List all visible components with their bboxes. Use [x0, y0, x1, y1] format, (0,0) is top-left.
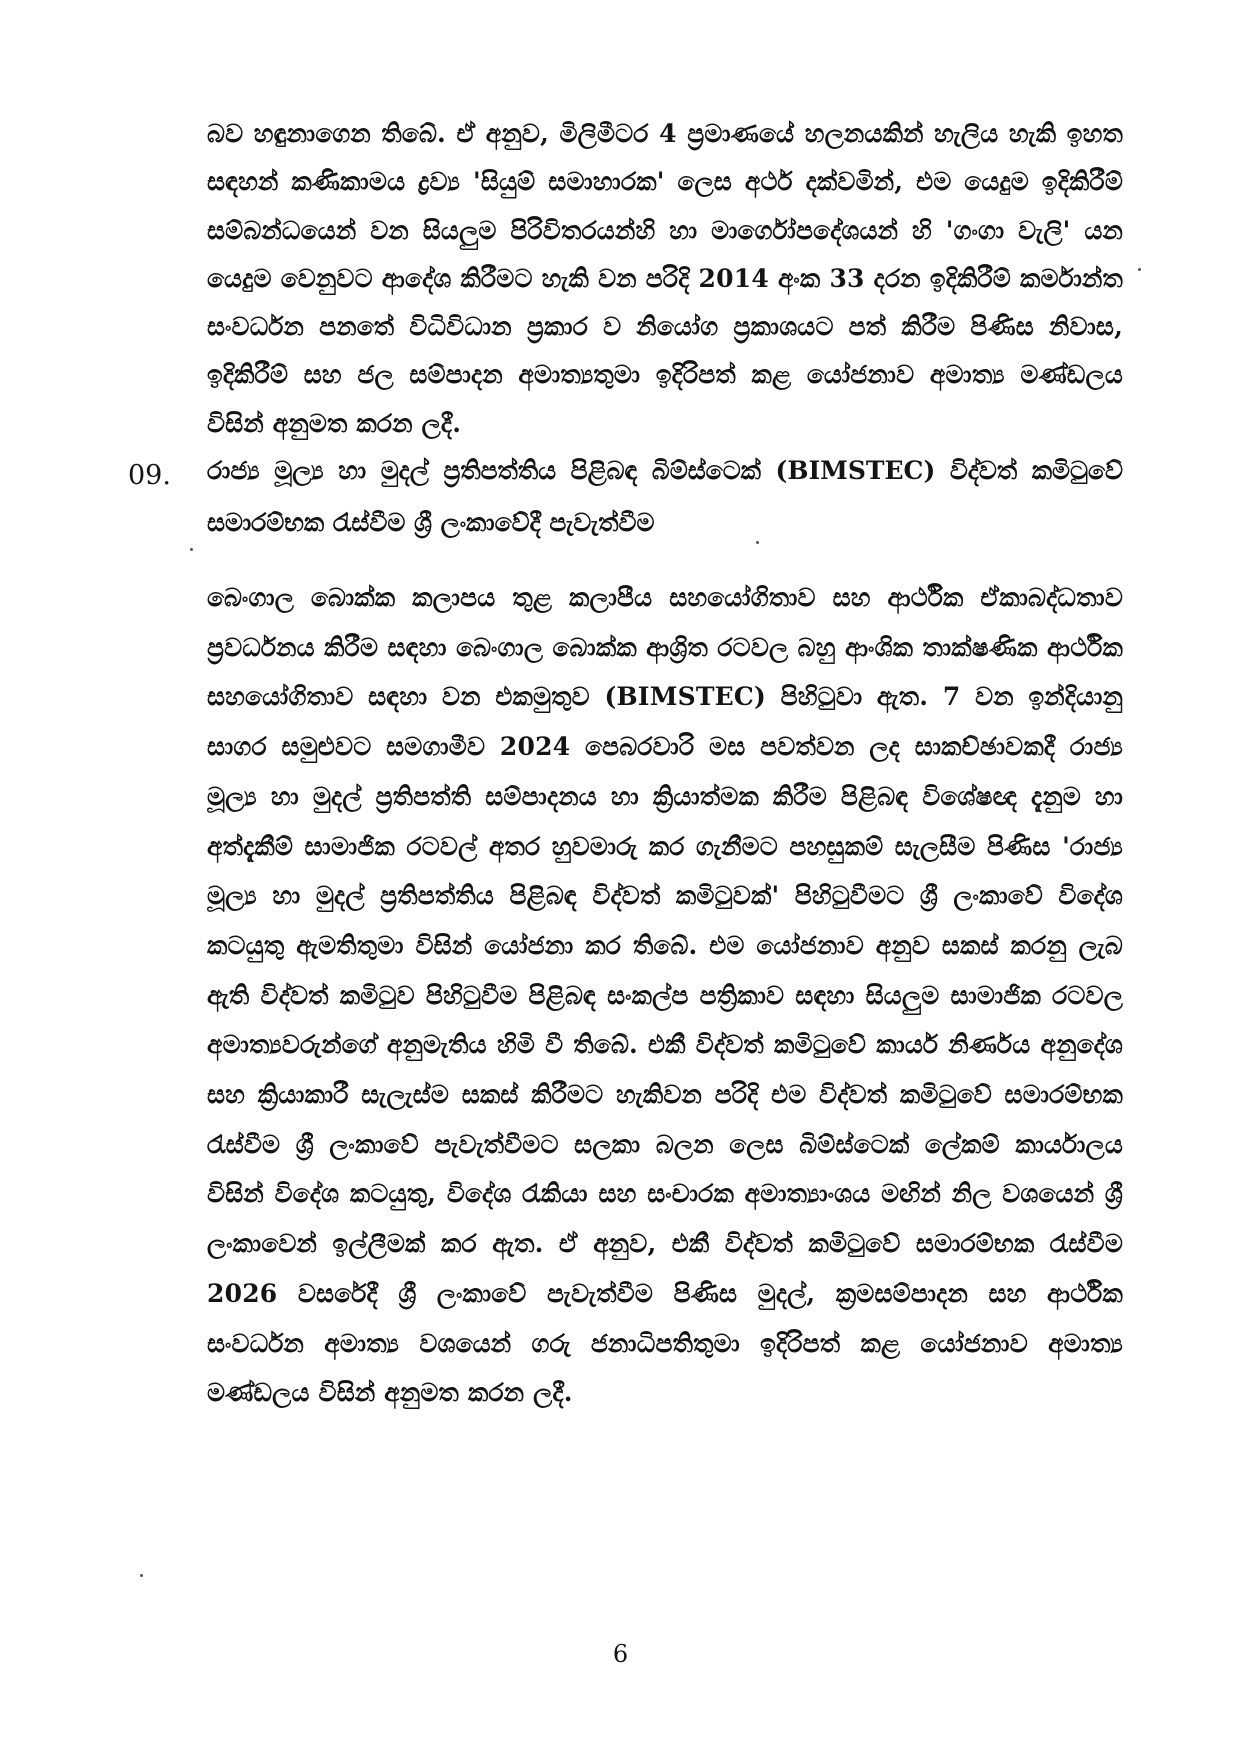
scan-speck: [190, 548, 193, 551]
scan-speck: [756, 541, 759, 544]
scan-speck: [1138, 268, 1141, 271]
section-number: 09.: [128, 460, 171, 491]
page-number: 6: [612, 1640, 629, 1668]
section-body-paragraph: බෙංගාල බොක්ක කලාපය තුළ කලාපීය සහයෝගිතාව සහ ආර්ථික ඒකාබද්ධතාව ප්‍රවර්ධනය කිරීම සඳහා බෙංගාල බොක්ක ආශ්‍රිත රටවල බහු ආංශික තාක්ෂණික ආර්ථික සහයෝගිතාව සඳහා වන එකමුතුව (BIMSTEC) පිහිටුවා ඇත. 7 වන ඉන්දියානු සාගර සමුළුවට සමගාමීව 2024 පෙබරවාරි මස පවත්වන ලද සාකච්ඡාවකදී රාජ්‍ය මූල්‍ය හා මුදල් ප්‍රතිපත්ති සම්පාදනය හා ක්‍රියාත්මක කිරීම පිළිබඳ විශේෂඥ දැනුම හා අත්දැකීම් සාමාජික රටවල් අතර හුවමාරු කර ගැනීමට පහසුකම් සැලසීම පිණිස 'රාජ්‍ය මූල්‍ය හා මුදල් ප්‍රතිපත්තිය පිළිබඳ විද්වත් කමිටුවක්' පිහිටුවීමට ශ්‍රී ලංකාවේ විදේශ කටයුතු ඇමතිතුමා විසින් යෝජනා කර තිබේ. එම යෝජනාව අනුව සකස් කරනු ලැබ ඇති විද්වත් කමිටුව පිහිටුවීම පිළිබඳ සංකල්ප පත්‍රිකාව සඳහා සියලුම සාමාජික රටවල අමාත්‍යවරුන්ගේ අනුමැතිය හිමි වී තිබේ. එකී විද්වත් කමිටුවේ කාර්ය නිර්ණය අනුදේශ සහ ක්‍රියාකාරී සැලැස්ම සකස් කිරීමට හැකිවන පරිදි එම විද්වත් කමිටුවේ සමාරම්භක රැස්වීම ශ්‍රී ලංකාවේ පැවැත්වීමට සලකා බලන ලෙස බිම්ස්ටෙක් ලේකම් කාර්යාලය විසින් විදේශ කටයුතු, විදේශ රැකියා සහ සංචාරක අමාත්‍යාංශය මඟින් නිල වශයෙන් ශ්‍රී ලංකාවෙන් ඉල්ලීමක් කර ඇත. ඒ අනුව, එකී විද්වත් කමිටුවේ සමාරම්භක රැස්වීම 2026 වසරේදී ශ්‍රී ලංකාවේ පැවැත්වීම පිණිස මුදල්, ක්‍රමසම්පාදන සහ ආර්ථික සංවර්ධන අමාත්‍ය වශයෙන් ගරු ජනාධිපතිතුමා ඉදිරිපත් කළ යෝජනාව අමාත්‍ය මණ්ඩලය විසින් අනුමත කරන ලදී.: [207, 583, 1123, 1408]
section-heading: රාජ්‍ය මූල්‍ය හා මුදල් ප්‍රතිපත්තිය පිළිබඳ බිම්ස්ටෙක් (BIMSTEC) විද්වත් කමිටුවේ සමාරම්භක රැස්වීම ශ්‍රී ලංකාවේදී පැවැත්වීම: [207, 456, 1123, 537]
continuation-paragraph: බව හඳුනාගෙන තිබේ. ඒ අනුව, මිලිමීටර 4 ප්‍රමාණයේ හලනයකින් හැලිය හැකි ඉහත සඳහන් කණිකාමය ද්‍රව්‍ය 'සියුම් සමාහාරක' ලෙස අර්ථ දක්වමින්, එම යෙදුම ඉදිකිරීම් සම්බන්ධයෙන් වන සියලුම පිරිවිතරයන්හි හා මාර්ගෝපදේශයන් හි 'ගංගා වැලි' යන යෙදුම වෙනුවට ආදේශ කිරීමට හැකි වන පරිදි 2014 අංක 33 දරන ඉදිකිරීම් කර්මාන්ත සංවර්ධන පනතේ විධිවිධාන ප්‍රකාර ව නියෝග ප්‍රකාශයට පත් කිරීම පිණිස නිවාස, ඉදිකිරීම් සහ ජල සම්පාදන අමාත්‍යතුමා ඉදිරිපත් කළ යෝජනාව අමාත්‍ය මණ්ඩලය විසින් අනුමත කරන ලදී.: [207, 119, 1123, 438]
scan-speck: [140, 1574, 143, 1577]
